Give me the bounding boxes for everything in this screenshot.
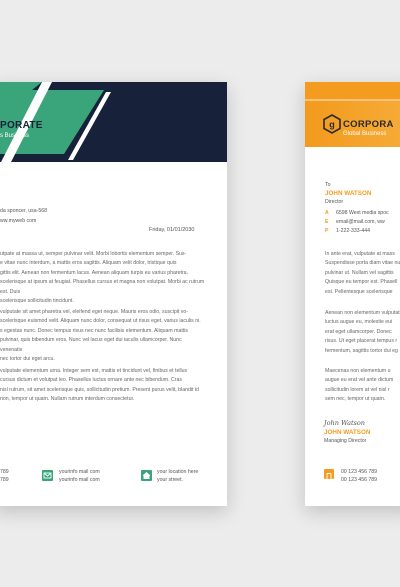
body-paragraph-3: Maecenas non elementum u augue eu erat vel ante dictum sollicitudin lorem at vel nisl r sem nec, tempor ut quam. <box>325 368 394 403</box>
logo-letter: g <box>329 119 335 130</box>
phone-icon <box>324 469 334 479</box>
sender-website: ww.myweb com <box>0 218 37 224</box>
home-icon <box>141 470 152 481</box>
footer-phone-2: 00 123 456 789 <box>341 477 378 483</box>
to-label: To <box>325 182 331 188</box>
signer-name: JOHN WATSON <box>324 429 371 436</box>
body-paragraph-1: utpate at massa ut, semper pulvinar velit. Morbi lobortis elementum semper. Sus- e vitae nunc interdum, a mattis eros sagittis. Aliquam velit dolor, tristique quis gittis elit. Aenean non fermentum lacus. Aenean aliquam turpis eu varius pharetra. scelerisque at ipsum at feugiat. Phasellus cursus et magna non volutpat. Morbi ac rutrum est. Duis scelerisque sollicitudin tincidunt. <box>0 251 205 305</box>
footer-phone: 789 789 <box>0 469 9 483</box>
letterhead-orange <box>305 82 400 506</box>
footer-location: your location here your street. <box>157 469 199 483</box>
contact-letter-p: P <box>325 228 329 234</box>
body-paragraph-1: In ante erat, vulputate at mass Suspendisse porta diam vitae nu pulvinar ut. Nullam vel sagittis Quisque eu tempor est. Phasell est. Pellentesque scelerisque <box>325 251 400 295</box>
recipient-title: Director <box>325 199 344 205</box>
contact-phone: 1-222-333-444 <box>336 228 371 234</box>
letterhead-green-navy <box>0 82 227 506</box>
brand-subtitle: s Business <box>0 133 30 139</box>
contact-letter-a: A <box>325 210 329 216</box>
sender-address: da sponcer, usa-568 <box>0 208 48 214</box>
header-orange-bar <box>305 82 400 99</box>
footer-phone-1: 00 123 456 789 <box>341 469 378 475</box>
footer-mail: yourinfo mail com yourinfo mail com <box>59 469 100 483</box>
brand-title: CORPORA <box>343 119 394 130</box>
brand-subtitle: Global Business <box>343 131 387 137</box>
recipient-name: JOHN WATSON <box>325 190 372 197</box>
body-paragraph-2: vulputate sit amet pharetra vel, eleifend eget neque. Mauris eros odio, suscipit vo- scelerisque euismod velit. Aliquam nunc dolor, consequat ut risus eget, varius iaculis ni. s egestas nunc. Donec tempus risus nec nunc facilisis elementum. Aliquam mattis pulvinar, quis bibendum eros. Nunc vel lacus eget dui iaculis ullamcorper. Nunc venenatis nec tortor dui eget arcu. <box>0 309 201 363</box>
mail-icon <box>42 470 53 481</box>
contact-email: email@mail.com, ww <box>336 219 385 225</box>
letter-date: Friday, 01/01/2030 <box>149 227 195 233</box>
logo-hex-icon <box>323 114 341 134</box>
contact-letter-e: E <box>325 219 329 225</box>
contact-address: 6598 West media spoc <box>336 210 389 216</box>
signature-script: John Watson <box>324 419 365 427</box>
brand-title: PORATE <box>0 120 43 131</box>
body-paragraph-3: vulputate elementum urna. Integer sem est, mattis et tincidunt vel, finibus et tellus cursus dictum et volutpat leo. Phasellus luctus ornare ante nec bibendum. Cras nisl rutrum, sit amet scelerisque quis, sollicitudin pretium. Present purus velit, blandit id non, tempor ut quam. Nullam rutrum interdum consectetur. <box>0 368 199 403</box>
signer-title: Managing Director <box>324 438 367 444</box>
body-paragraph-2: Aenean non elementum vulputat luctus augue eu, molestie eui erat eget ullamcorper. Donec risus. Ut eget placerat tempus r fermentum, sagittis tortor dui eg <box>325 310 400 354</box>
